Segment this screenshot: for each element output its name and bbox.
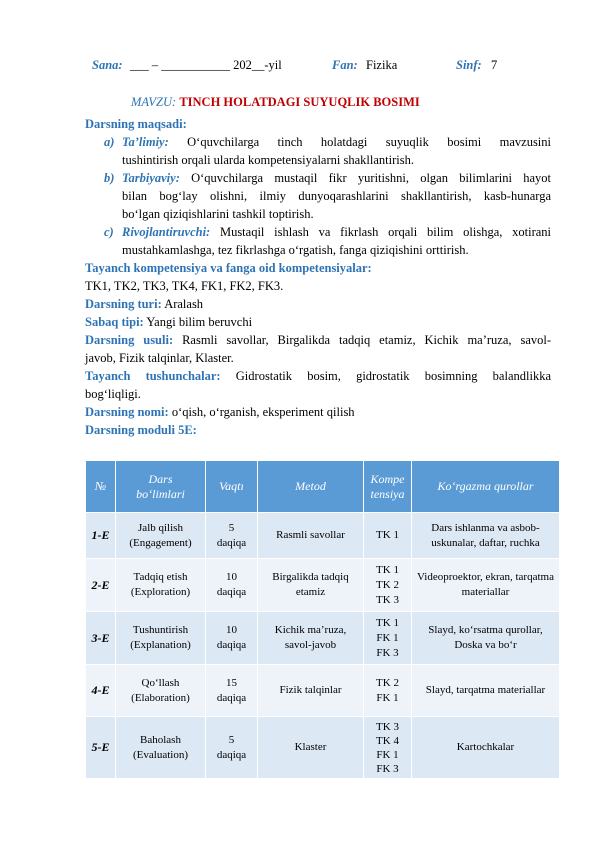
competency-code: FK 3 <box>376 762 399 775</box>
step-cell: 1-E <box>86 513 116 559</box>
goal-label: Tarbiyaviy: <box>122 171 180 185</box>
time-unit: daqiqa <box>216 536 247 549</box>
date-value: ___ – ___________ 202__-yil <box>130 58 282 72</box>
stage-cell <box>116 513 206 559</box>
competency-code: TK 3 <box>376 720 399 733</box>
method-cell: Klaster <box>258 717 364 779</box>
method-label: Darsning usuli: <box>85 333 174 347</box>
time-value: 5 <box>228 733 235 746</box>
tools-cell: Slayd, tarqatma materiallar <box>412 665 560 717</box>
competency-code: TK 3 <box>376 593 399 606</box>
tools-cell: Kartochkalar <box>412 717 560 779</box>
competency-code: FK 1 <box>376 748 399 761</box>
time-cell <box>206 513 258 559</box>
time-unit: daqiqa <box>216 691 247 704</box>
lesson-name <box>85 403 551 421</box>
topic-label: MAVZU: <box>131 95 177 109</box>
competencies-value: TK1, TK2, TK3, TK4, FK1, FK2, FK3. <box>85 279 284 293</box>
col-header-num: № <box>86 461 116 513</box>
competencies-heading: Tayanch kompetensiya va fanga oid kompetensiyalar: <box>85 261 372 275</box>
lesson-kind-value: Yangi bilim beruvchi <box>146 315 253 329</box>
time-value: 10 <box>226 571 237 583</box>
lesson-type-value: Aralash <box>164 297 204 311</box>
competency-code: TK 2 <box>376 676 399 689</box>
stage-cell <box>116 717 206 779</box>
lesson-type-label: Darsning turi: <box>85 297 162 311</box>
col-header-competency <box>364 461 412 513</box>
competency-code: FK 1 <box>376 631 399 644</box>
table-row <box>86 665 560 717</box>
method-cell: Birgalikda tadqiq etamiz <box>258 559 364 612</box>
class-label: Sinf: <box>456 58 482 72</box>
stage-text: (Elaboration) <box>131 691 190 704</box>
key-concepts <box>85 367 551 403</box>
time-unit: daqiqa <box>216 586 247 598</box>
competency-code: TK 1 <box>376 529 399 541</box>
col-header-tools: Ko‘rgazma qurollar <box>412 461 560 513</box>
subject-value: Fizika <box>366 58 398 72</box>
goal-item <box>85 133 551 169</box>
competency-cell <box>364 665 412 717</box>
time-value: 5 <box>228 521 235 534</box>
stage-cell <box>116 559 206 612</box>
method-text: Rasmli savollar, Birgalikda tadqiq etamiz, Kichik ma’ruza, savol- <box>182 333 551 347</box>
method-cell: Rasmli savollar <box>258 513 364 559</box>
method-cell: Kichik ma’ruza, savol-javob <box>258 612 364 665</box>
goal-item <box>85 223 551 259</box>
module-table <box>85 460 560 779</box>
stage-text: (Engagement) <box>129 536 192 549</box>
competency-code: FK 3 <box>376 646 399 659</box>
module-heading: Darsning moduli 5E: <box>85 423 197 437</box>
concepts-label: Tayanch tushunchalar: <box>85 369 221 383</box>
goal-text: O‘quvchilarga mustaqil fikr yuritishni, olgan bilimlarini hayot <box>191 171 551 185</box>
competency-code: TK 1 <box>376 616 399 629</box>
competency-cell <box>364 612 412 665</box>
stage-text: Tadqiq etish <box>133 571 188 583</box>
time-cell <box>206 665 258 717</box>
method-cell: Fizik talqinlar <box>258 665 364 717</box>
lesson-method <box>85 331 551 367</box>
header-text: Dars <box>148 471 173 486</box>
lesson-name-value: o‘qish, o‘rganish, eksperiment qilish <box>171 405 355 419</box>
goal-marker: a) <box>104 135 115 149</box>
goal-marker: b) <box>104 171 115 185</box>
competency-code: TK 4 <box>376 734 399 747</box>
lesson-kind-label: Sabaq tipi: <box>85 315 144 329</box>
col-header-time: Vaqtı <box>206 461 258 513</box>
topic-line <box>131 95 420 110</box>
competency-cell <box>364 717 412 779</box>
table-row <box>86 559 560 612</box>
concepts-text: Gidrostatik bosim, gidrostatik bosimning balandlikka <box>235 369 551 383</box>
col-header-method: Metod <box>258 461 364 513</box>
stage-text: Tushuntirish <box>132 624 189 636</box>
step-cell: 4-E <box>86 665 116 717</box>
goal-text: tushintirish orqali ularda kompetensiyalarni shakllantirish. <box>122 153 414 167</box>
goal-text: bo‘lgan qiziqishlarini tashkil toptirish. <box>122 207 314 221</box>
subject-label: Fan: <box>332 58 358 72</box>
class-value: 7 <box>491 58 498 72</box>
stage-cell <box>116 665 206 717</box>
header-text: tensiya <box>370 486 405 501</box>
goal-label: Rivojlantiruvchi: <box>122 225 211 239</box>
time-unit: daqiqa <box>216 639 247 651</box>
goal-text: Mustaqil ishlash va fikrlash orqali bilim olishga, xotirani <box>219 225 552 239</box>
lesson-kind <box>85 313 551 331</box>
col-header-stage <box>116 461 206 513</box>
goal-text: mustahkamlashga, tez fikrlashga o‘rgatish, fanga qiziqishini orttirish. <box>122 243 469 257</box>
time-cell <box>206 612 258 665</box>
method-text: javob, Fizik talqinlar, Klaster. <box>85 351 234 365</box>
competency-cell <box>364 559 412 612</box>
stage-text: (Explanation) <box>130 639 191 651</box>
stage-text: Qo‘llash <box>141 676 180 689</box>
tools-cell: Slayd, ko‘rsatma qurollar, Doska va bo‘r <box>412 612 560 665</box>
table-row <box>86 717 560 779</box>
step-cell: 2-E <box>86 559 116 612</box>
step-cell: 5-E <box>86 717 116 779</box>
tools-cell: Videoproektor, ekran, tarqatma materiallar <box>412 559 560 612</box>
time-unit: daqiqa <box>216 748 247 761</box>
table-header-row <box>86 461 560 513</box>
goal-text: bilan bog‘lay olishni, ilmiy dunyoqarashlarini shakllantirish, kasb-hunarga <box>122 189 551 203</box>
date-label: Sana: <box>92 58 123 72</box>
competency-cell <box>364 513 412 559</box>
goals-section <box>85 115 551 439</box>
stage-text: Jalb qilish <box>138 521 183 534</box>
stage-text: (Exploration) <box>130 586 191 598</box>
time-value: 15 <box>226 676 237 689</box>
goal-label: Ta’limiy: <box>122 135 169 149</box>
time-cell <box>206 717 258 779</box>
time-cell <box>206 559 258 612</box>
concepts-text: bog‘liqligi. <box>85 387 141 401</box>
competency-code: TK 1 <box>376 563 399 576</box>
lesson-type <box>85 295 551 313</box>
goals-heading: Darsning maqsadi: <box>85 117 187 131</box>
stage-text: (Evaluation) <box>133 748 188 761</box>
goal-item <box>85 169 551 223</box>
competency-code: TK 2 <box>376 578 399 591</box>
competency-code: FK 1 <box>376 691 399 704</box>
stage-cell <box>116 612 206 665</box>
header-text: bo‘limlari <box>136 486 185 501</box>
table-row <box>86 612 560 665</box>
header-text: Kompe <box>370 471 405 486</box>
tools-cell: Dars ishlanma va asbob-uskunalar, daftar, ruchka <box>412 513 560 559</box>
topic-title: TINCH HOLATDAGI SUYUQLIK BOSIMI <box>179 95 420 109</box>
lesson-name-label: Darsning nomi: <box>85 405 169 419</box>
table-row <box>86 513 560 559</box>
step-cell: 3-E <box>86 612 116 665</box>
goal-marker: c) <box>104 225 114 239</box>
time-value: 10 <box>226 624 237 636</box>
goal-text: O‘quvchilarga tinch holatdagi suyuqlik bosimi mavzusini <box>187 135 552 149</box>
stage-text: Baholash <box>140 733 181 746</box>
